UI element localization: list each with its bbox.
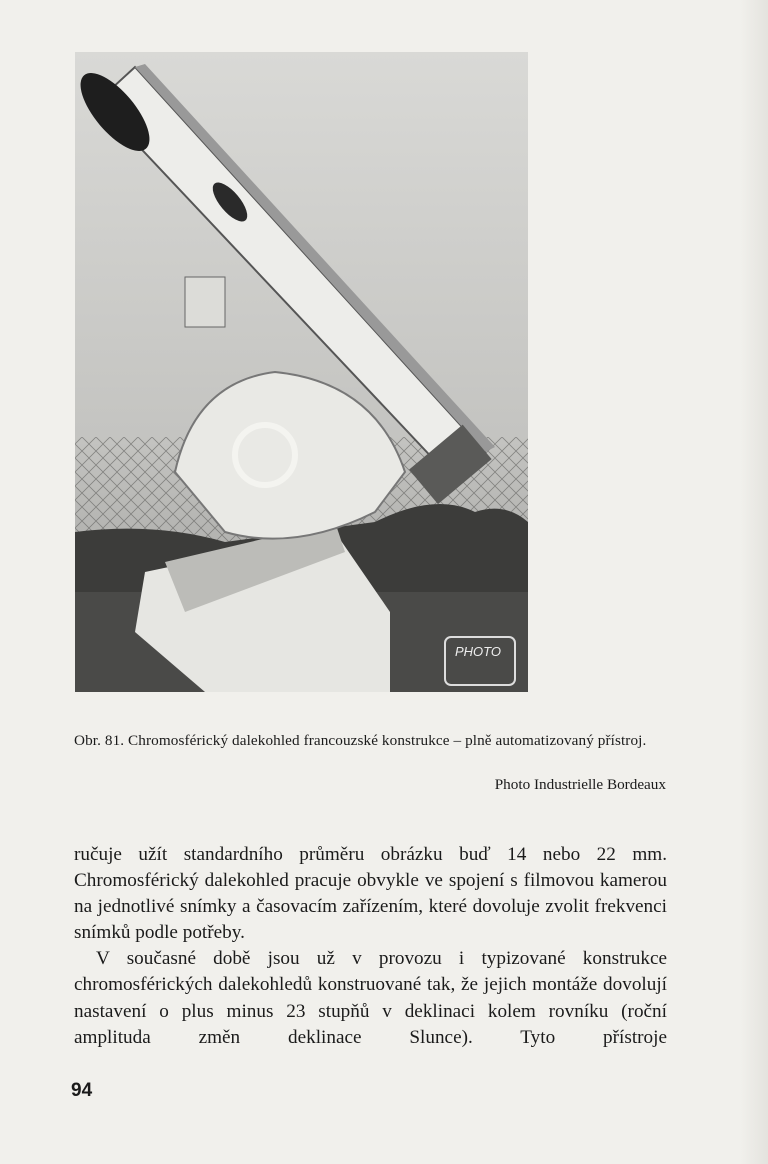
paragraph: V současné době jsou už v provozu i typizované konstrukce chromosférických dalekohledů konstruované tak, že jejich montáže dovolují nastavení o plus minus 23 stupňů v deklinaci kolem rovníku (roční amplituda změn deklinace Slunce). Tyto přístroje — [74, 948, 667, 1048]
paragraph: ručuje užít standardního průměru obrázku buď 14 nebo 22 mm. Chromosférický dalekohled pracuje obvykle ve spojení s filmovou kamerou na jednotlivé snímky a časovacím zařízením, které dovoluje zvolit frekvenci snímků podle potřeby. — [74, 844, 667, 944]
body-text — [74, 842, 667, 1051]
photo-credit: Photo Industrielle Bordeaux — [494, 776, 666, 793]
svg-text:PHOTO: PHOTO — [455, 644, 501, 659]
page-edge — [740, 0, 768, 1164]
page-number: 94 — [71, 1080, 93, 1101]
telescope-photo — [75, 52, 528, 692]
figure-caption: Obr. 81. Chromosférický dalekohled francouzské konstrukce – plně automatizovaný přístroj. — [74, 732, 647, 749]
